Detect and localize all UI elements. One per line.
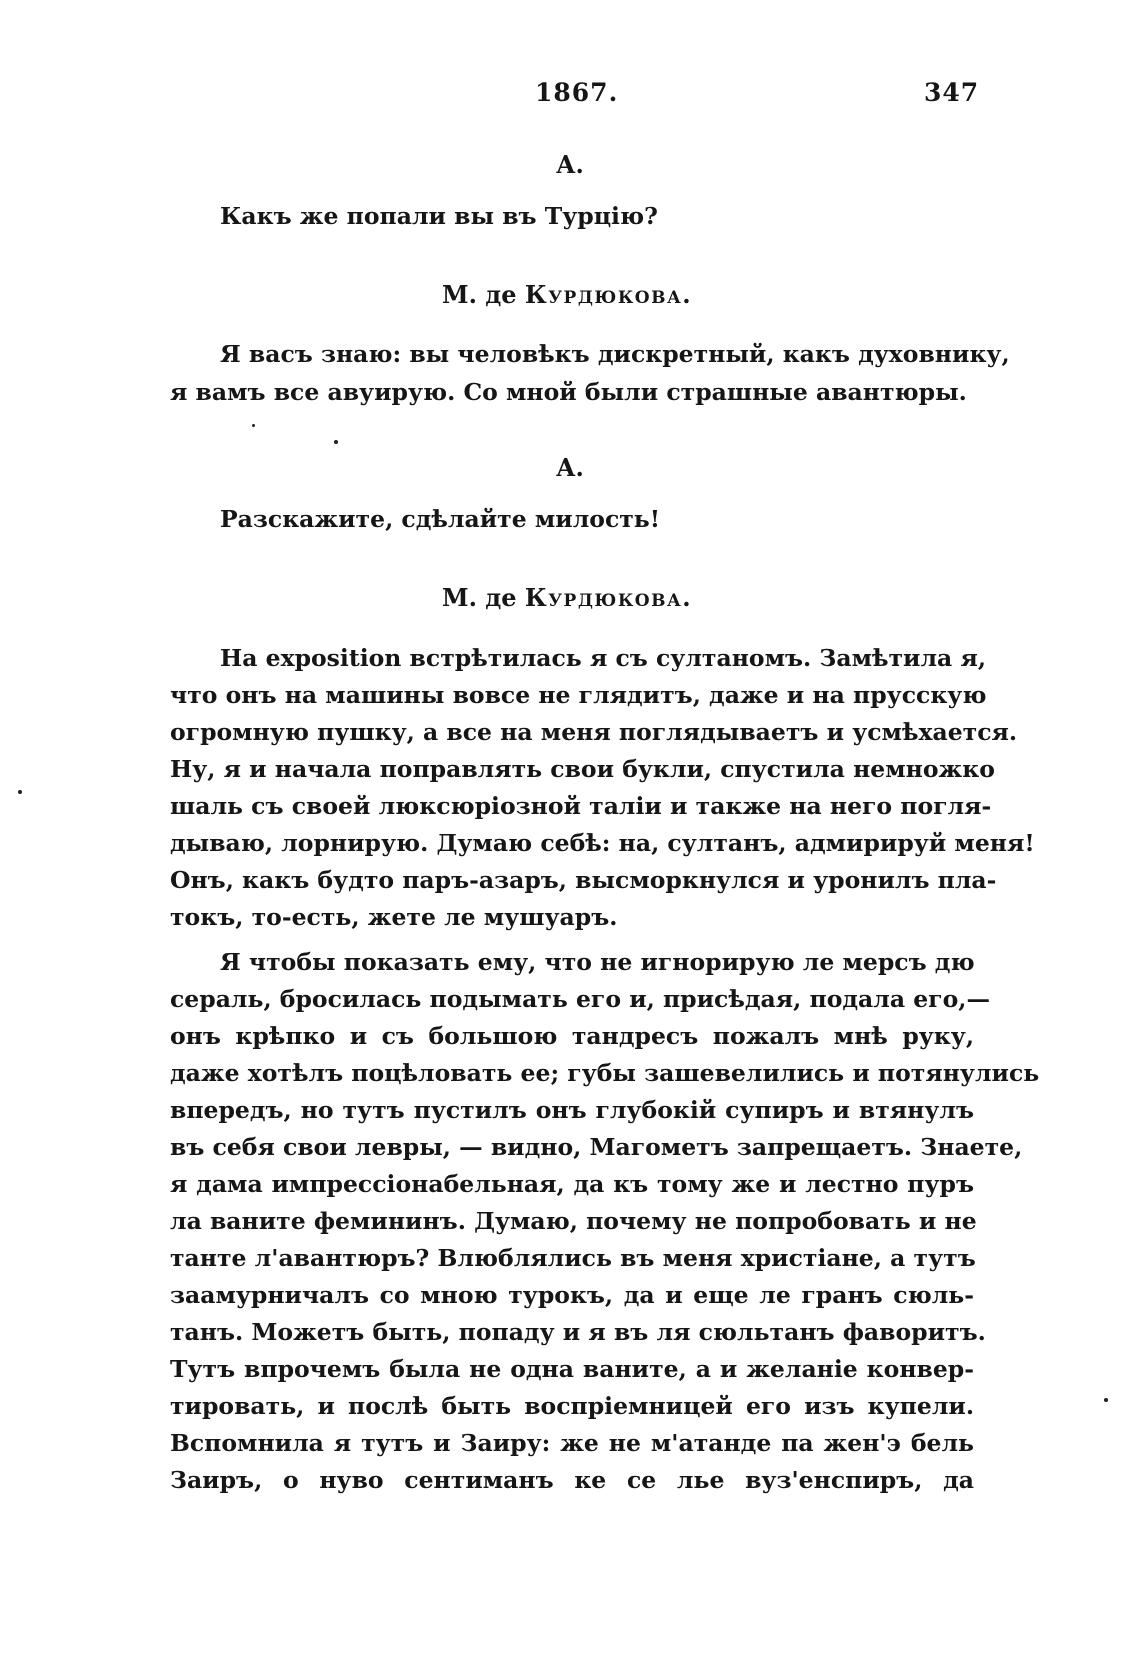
body-text-line: токъ, то-есть, жете ле мушуаръ. [170,903,618,931]
body-text-line: я дама импрессіонабельная, да къ тому же и лестно пуръ [170,1170,974,1198]
running-head-year: 1867. [535,78,619,107]
speaker-heading-a: А. [556,150,584,179]
speaker-prefix: М. де [442,280,525,309]
speaker-heading-a: А. [556,453,584,482]
body-text-line: впередъ, но тутъ пустилъ онъ глубокій супиръ и втянулъ [170,1096,974,1124]
body-text-line: тировать, и послѣ быть воспріемницей его изъ купели. [170,1392,974,1420]
body-text-line: дываю, лорнирую. Думаю себѣ: на, султанъ, адмирируй меня! [170,829,1035,857]
body-text-line: танъ. Можетъ быть, попаду и я въ ля сюльтанъ фаворитъ. [170,1318,986,1346]
scan-speck [1104,1398,1108,1402]
body-text-line: Ну, я и начала поправлять свои букли, спустила немножко [170,755,995,783]
dialogue-line: я вамъ все авуирую. Со мной были страшные авантюры. [170,378,967,406]
dialogue-line: Какъ же попали вы въ Турцію? [220,202,658,230]
page-number: 347 [924,78,980,107]
dialogue-line: Я васъ знаю: вы человѣкъ дискретный, какъ духовнику, [220,340,1010,368]
body-text-line: Я чтобы показать ему, что не игнорирую ле мерсъ дю [220,948,975,976]
speaker-heading-kurdyukova [442,583,692,612]
body-text-line: ла ваните фемининъ. Думаю, почему не попробовать и не [170,1207,977,1235]
body-text-line: въ себя свои левры, — видно, Магометъ запрещаетъ. Знаете, [170,1133,1023,1161]
body-text-line: огромную пушку, а все на меня поглядываетъ и усмѣхается. [170,718,1018,746]
body-text-line: онъ крѣпко и съ большою тандресъ пожалъ мнѣ руку, [170,1022,974,1050]
body-text-line: Заиръ, о нуво сентиманъ ке се лье вуз'енспиръ, да [170,1466,974,1494]
body-text-line: Онъ, какъ будто паръ-азаръ, высморкнулся и уронилъ пла- [170,866,997,894]
body-text-line: что онъ на машины вовсе не глядитъ, даже и на прусскую [170,681,987,709]
body-text-line: шаль съ своей люксюріозной таліи и также на него погля- [170,792,992,820]
body-text-line: танте л'авантюръ? Влюблялись въ меня христіане, а тутъ [170,1244,976,1272]
body-text-line: сераль, бросилась подымать его и, присѣдая, подала его,— [170,985,990,1013]
body-text-line: заамурничалъ со мною турокъ, да и еще ле гранъ сюль- [170,1281,974,1309]
scan-speck [334,440,338,444]
dialogue-line: Разскажите, сдѣлайте милость! [220,505,661,533]
scan-speck [252,424,255,427]
speaker-name: Курдюкова. [524,583,693,612]
speaker-heading-kurdyukova [442,280,692,309]
body-text-line: Вспомнила я тутъ и Заиру: же не м'атанде па жен'э бель [170,1429,974,1457]
speaker-name: Курдюкова. [524,280,693,309]
scan-speck [18,790,22,794]
body-text-line: даже хотѣлъ поцѣловать ее; губы зашевелились и потянулись [170,1059,1040,1087]
body-text-line: Тутъ впрочемъ была не одна ваните, а и желаніе конвер- [170,1355,974,1383]
body-text-line: На exposition встрѣтилась я съ султаномъ. Замѣтила я, [220,644,987,672]
speaker-prefix: М. де [442,583,525,612]
